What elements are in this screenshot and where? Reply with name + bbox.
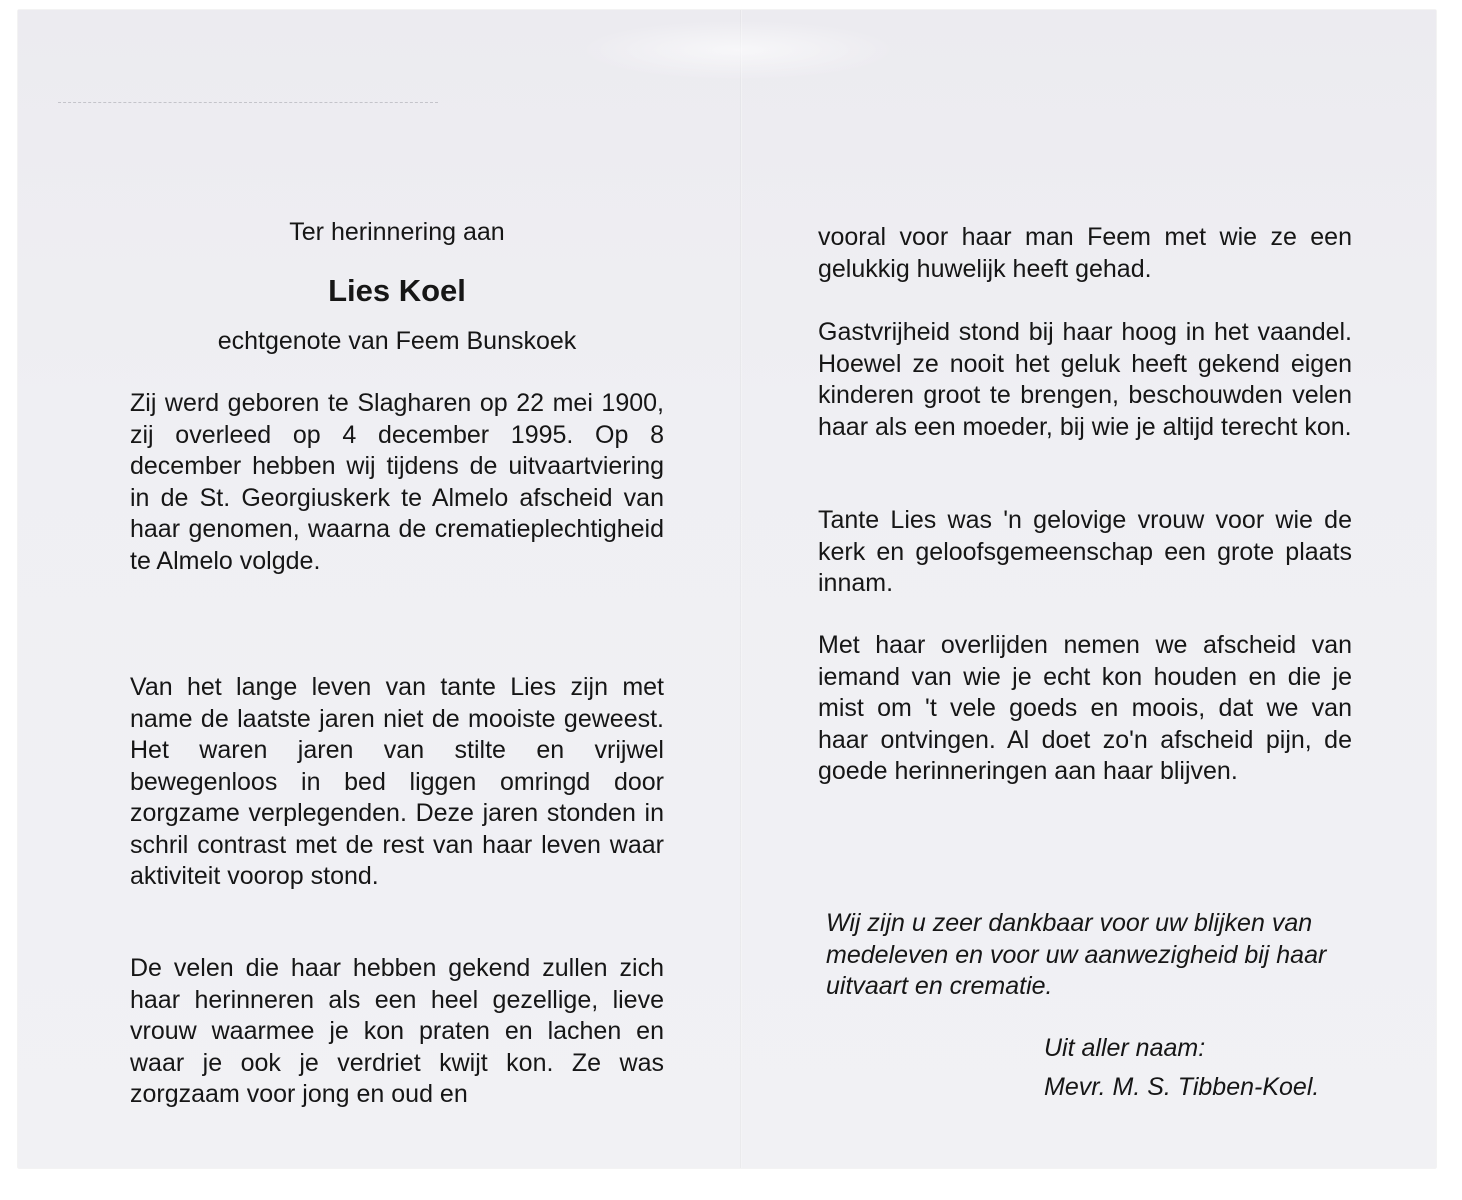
paragraph-farewell: Met haar overlijden nemen we afscheid van iemand van wie je echt kon houden en die je mist om 't vele goeds en moois, dat we van haar ontvingen. Al doet zo'n afscheid pijn, de goede herinneringen aan haar blijven. — [818, 631, 1352, 785]
paragraph-remembrance: De velen die haar hebben gekend zullen zich haar herinneren als een heel gezellige, lieve vrouw waarmee je kon praten en lachen en waar je ook je verdriet kwijt kon. Ze was zorgzaam voor jong en oud en — [130, 954, 664, 1108]
paragraph-faith: Tante Lies was 'n gelovige vrouw voor wie de kerk en geloofsgemeenschap een grote plaats innam. — [818, 506, 1352, 597]
right-page — [818, 10, 1350, 1168]
signature-label: Uit aller naam: — [1044, 1034, 1206, 1062]
signature-name: Mevr. M. S. Tibben-Koel. — [1044, 1073, 1320, 1101]
spouse-text: echtgenote van Feem Bunskoek — [217, 327, 577, 355]
left-page — [130, 10, 664, 1168]
intro-text: Ter herinnering aan — [289, 218, 505, 246]
thanks-text: Wij zijn u zeer dankbaar voor uw blijken van medeleven en voor uw aanwezigheid bij haar uitvaart en crematie. — [826, 909, 1327, 1000]
deceased-name: Lies Koel — [328, 273, 466, 308]
paragraph-hospitality: Gastvrijheid stond bij haar hoog in het vaandel. Hoewel ze nooit het geluk heeft gekend eigen kinderen groot te brengen, beschouwden velen haar als een moeder, bij wie je altijd terecht kon. — [818, 318, 1352, 441]
paragraph-last-years: Van het lange leven van tante Lies zijn met name de laatste jaren niet de mooiste geweest. Het waren jaren van stilte en vrijwel bewegenloos in bed liggen omringd door zorgzame verplegenden. Deze jaren stonden in schril contrast met de rest van haar leven waar aktiviteit voorop stond. — [130, 673, 664, 890]
memorial-card — [18, 10, 1436, 1168]
card-fold-line — [740, 10, 742, 1168]
paragraph-birth-death: Zij werd geboren te Slagharen op 22 mei 1900, zij overleed op 4 december 1995. Op 8 december hebben wij tijdens de uitvaartviering in de St. Georgiuskerk te Almelo afscheid van haar genomen, waarna de crematieplechtigheid te Almelo volgde. — [130, 389, 664, 575]
paragraph-marriage: vooral voor haar man Feem met wie ze een gelukkig huwelijk heeft gehad. — [818, 223, 1352, 283]
